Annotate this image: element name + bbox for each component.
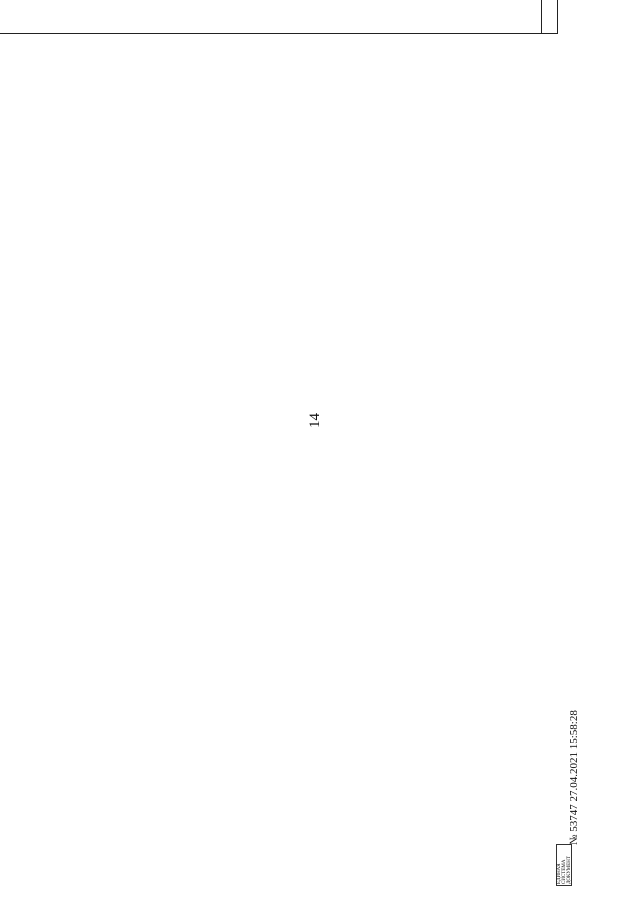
table-row bbox=[420, 0, 542, 34]
page-number: 14 bbox=[307, 413, 323, 428]
program-table bbox=[0, 0, 558, 34]
header-row bbox=[542, 0, 558, 34]
col-header bbox=[542, 0, 558, 34]
program-table-wrapper bbox=[80, 34, 558, 769]
registration-stamp: № 53747 27.04.2021 15:58:28 bbox=[568, 710, 580, 845]
col16-cell bbox=[0, 0, 542, 34]
document-system-logo: ЕДИНАЯ СИСТЕМА ДОКУМЕНТ bbox=[556, 844, 572, 886]
